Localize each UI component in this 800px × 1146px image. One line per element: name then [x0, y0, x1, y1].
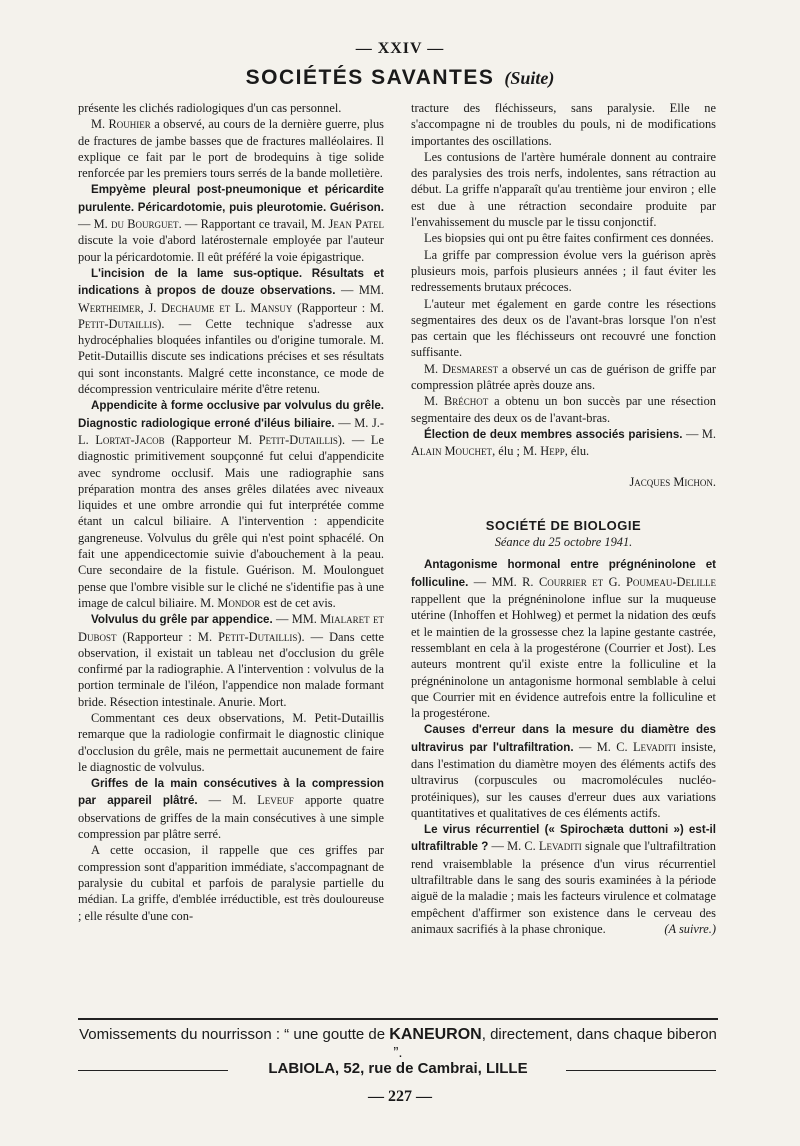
- paragraph: Les contusions de l'artère humérale donnent au contraire des paralysies des trois nerfs, indolentes, sans rétraction au début. La griffe n'apparaît qu'au trentième jour environ ; elle est due à une rétraction secondaire produite par l'envahissement du muscle par le tissu conjonctif.: [411, 149, 716, 230]
- paragraph: [411, 556, 716, 721]
- paragraph: [411, 821, 716, 937]
- paragraph: tracture des fléchisseurs, sans paralysie. Elle ne s'accompagne ni de troubles du pouls, ni de modifications importantes des oscillations.: [411, 101, 716, 148]
- author-name: Leveuf: [257, 793, 294, 808]
- author-name: Petit-Dutaillis: [218, 629, 298, 644]
- author-name: Mondor: [217, 595, 261, 610]
- text: — MM.: [468, 574, 523, 589]
- page-roman-number: — XXIV —: [355, 40, 445, 57]
- text: . — Rapportant ce travail, M.: [178, 217, 329, 232]
- text: (Rapporteur M.: [164, 432, 259, 447]
- article-title: Volvulus du grêle par appendice.: [91, 613, 273, 627]
- paragraph-text: ). — Dans cette observation, il existait un tableau net d'occlusion du grêle confirmé par la radiographie. A l'intervention : volvulus de la portion terminale de l'iléon, l'appendice non malade formant bride. Résection intestinale. Anurie. Mort.: [78, 629, 384, 709]
- paragraph: [78, 265, 384, 397]
- paragraph: L'auteur met également en garde contre les résections segmentaires des deux os de l'avant-bras lorsque l'on n'est pas certain que les fléchisseurs ont recouvré une fonction suffisante.: [411, 296, 716, 360]
- author-name: Hepp: [540, 444, 565, 459]
- advert-rule: [78, 1018, 718, 1020]
- author-name: M. Desmarest: [424, 361, 499, 376]
- author-name: C. Levaditi: [524, 839, 582, 854]
- paragraph-text: a observé, au cours de la dernière guerre, plus de fractures de jambe basses que de fractures malléolaires. Il explique ce fait par le port de brodequins à tige solide renforcée par les premiers tours serrés de la bande molletière.: [78, 117, 384, 181]
- article-title: L'incision de la lame sus-optique. Résultats et indications à propos de douze observations.: [78, 266, 384, 298]
- signature: Jacques Michon.: [629, 474, 716, 489]
- author-name: Petit-Dutaillis: [258, 432, 338, 447]
- text: , élu.: [564, 444, 590, 459]
- paragraph: [411, 393, 716, 426]
- text: — M.: [197, 793, 258, 808]
- author-name: J.-L. Lortat-Jacob: [78, 415, 384, 447]
- page-subtitle: (Suite): [504, 68, 555, 88]
- page-header: [0, 66, 800, 90]
- paragraph-text: apporte quatre observations de griffes de la main consécutives à une simple compression par plâtre serré.: [78, 793, 384, 842]
- text: (Rapporteur : M.: [116, 629, 219, 644]
- author-name: Alain Mouchet: [411, 444, 493, 459]
- paragraph: [411, 361, 716, 394]
- text: — MM.: [272, 612, 321, 627]
- paragraph-text: ). — Le diagnostic primitivement soupçonné fut celui d'appendicite avec syndrome occlusif. Mais une radiographie sans préparation montra des anses grêles dilatées avec niveaux liquides et une ombre arrondie qui fut interprétée comme étant un calcul biliaire. A l'intervention : appendicite gangreneuse. Volvulus du grêle qui n'est point sphacélé. On fait une appendicectomie suivie d'abouchement à la peau. Cure secondaire de la fistule. Guérison. M. Moulonguet pense que l'ombre visible sur le cliché ne s'identifie pas à une image de calcul biliaire. M.: [78, 432, 384, 610]
- section-title: SOCIÉTÉ DE BIOLOGIE: [485, 517, 642, 533]
- paragraph: [411, 721, 716, 821]
- paragraph-text: a obtenu un bon succès par une résection segmentaire des deux os de l'avant-bras.: [411, 394, 716, 425]
- paragraph-text: insiste, dans l'estimation du diamètre moyen des éléments actifs des ultravirus (corpuscules ou macromolécules nucléo-protéiniques), sur les causes d'erreur dues aux variations quantitatives et qualitatives de ces éléments actifs.: [411, 739, 716, 820]
- author-name: Jean Patel: [328, 217, 384, 232]
- paragraph: [78, 181, 384, 264]
- article-title: Griffes de la main consécutives à la compression par appareil plâtré.: [78, 777, 384, 808]
- paragraph: présente les clichés radiologiques d'un cas personnel.: [78, 101, 342, 115]
- advert-text: , directement, dans chaque biberon ”.: [393, 1026, 717, 1061]
- text: — M.: [488, 839, 525, 854]
- text: (Rapporteur : M.: [292, 300, 384, 315]
- text: — M.: [334, 415, 372, 430]
- article-title: Appendicite à forme occlusive par volvulus du grêle. Diagnostic radiologique erroné d'iléus biliaire.: [78, 399, 384, 430]
- article-title: Causes d'erreur dans la mesure du diamètre des ultravirus par l'ultrafiltration.: [411, 723, 716, 754]
- author-name: du Bourguet: [111, 217, 179, 232]
- text: est de cet avis.: [260, 595, 336, 610]
- article-title: Le virus récurrentiel (« Spirochæta duttoni ») est-il ultrafiltrable ?: [411, 823, 716, 854]
- paragraph: Les biopsies qui ont pu être faites confirment ces données.: [424, 231, 714, 246]
- paragraph-text: discute la voie d'abord latérosternale employée par l'auteur pour la péricardotomie. Il eût préféré la voie épigastrique.: [78, 233, 384, 264]
- advert-dash: [566, 1070, 716, 1071]
- advert-brand: KANEURON: [389, 1026, 482, 1043]
- paragraph-text: signale que l'ultrafiltration rend vraisemblable la présence d'un virus récurrentiel ultrafiltrable dans le sang des souris examinées à la période aiguë de la maladie ; mais les facteurs virulence et colmatage empêchent d'affirmer son existence dans le cerveau des animaux sacrifiés à la phase chronique.: [411, 839, 716, 936]
- article-title: Élection de deux membres associés parisiens.: [424, 427, 683, 441]
- paragraph: [78, 116, 384, 181]
- right-column: [411, 100, 716, 937]
- paragraph: [78, 397, 384, 611]
- author-name: R. Courrier et G. Poumeau-Delille: [522, 574, 716, 589]
- session-date: Séance du 25 octobre 1941.: [494, 535, 633, 550]
- author-name: C. Levaditi: [616, 739, 676, 754]
- author-name: Mialaret et Dubost: [78, 612, 384, 644]
- article-title: Antagonisme hormonal entre prégnéninolone et folliculine.: [411, 558, 716, 589]
- paragraph: Commentant ces deux observations, M. Petit-Dutaillis remarque que la radiologie confirmait le diagnostic clinique d'occlusion du grêle, mais ne permettait aucunement de faire le diagnostic de volvulus.: [78, 710, 384, 774]
- text: — M.: [78, 217, 112, 232]
- paragraph: [78, 611, 384, 710]
- advert-text: Vomissements du nourrisson : “ une goutte de: [79, 1026, 390, 1043]
- author-name: M. Rouhier: [91, 117, 151, 132]
- paragraph-text: ). — Cette technique s'adresse aux hydrocéphalies bloquées infantiles ou d'origine tumorale. M. Petit-Dutaillis discute ses indications précises et ses résultats qui sont inconstants. Malgré cette inconstance, ce mode de décompression ventriculaire mérite d'être retenu.: [78, 316, 384, 397]
- paragraph: La griffe par compression évolue vers la guérison après plusieurs mois, parfois plusieurs années ; il faut éviter les redressements brutaux précoces.: [411, 247, 716, 295]
- page-title: SOCIÉTÉS SAVANTES: [245, 66, 495, 89]
- advert-line-1: [78, 1026, 718, 1062]
- paragraph: [411, 426, 716, 460]
- page-number: — 227 —: [368, 1088, 432, 1105]
- paragraph-text: rappellent que la prégnéninolone influe sur la muqueuse utérine (Inhoffen et Hohlweg) et permet la nidation des œufs et le maintien de la grossesse chez la lapine gestante castrée, ressemblant en cela à la progestérone (Courrier et Jost). Les auteurs montrent qu'il existe entre la folliculine et la prégnéninolone un antagonisme hormonal semblable à celui que Courrier mit en évidence autrefois entre la folliculine et la progestérone.: [411, 592, 716, 721]
- text: — M.: [682, 426, 717, 441]
- text: — M.: [573, 739, 617, 754]
- advert-line-2: LABIOLA, 52, rue de Cambrai, LILLE: [268, 1060, 528, 1077]
- article-title: Empyème pleural post-pneumonique et péricardite purulente. Péricardotomie, puis pleurotomie. Guérison.: [78, 183, 384, 214]
- author-name: Petit-Dutaillis: [78, 316, 158, 331]
- paragraph: A cette occasion, il rappelle que ces griffes par compression sont d'apparition immédiate, s'accompagnant de paralysie du cubital et parfois de paralysie partielle du médian. La griffe, d'emblée irréductible, est très douloureuse ; elle résulte d'une con-: [78, 843, 384, 923]
- continued-note: (A suivre.): [664, 921, 716, 936]
- author-name: Wertheimer, J. Dechaume et L. Mansuy: [78, 300, 293, 315]
- paragraph: [78, 775, 384, 842]
- author-name: M. Bréchot: [424, 394, 489, 409]
- left-column: [78, 100, 384, 924]
- text: — MM.: [335, 283, 384, 298]
- paragraph-text: a observé un cas de guérison de griffe par compression plâtrée après douze ans.: [411, 361, 716, 393]
- text: , élu ; M.: [492, 444, 541, 459]
